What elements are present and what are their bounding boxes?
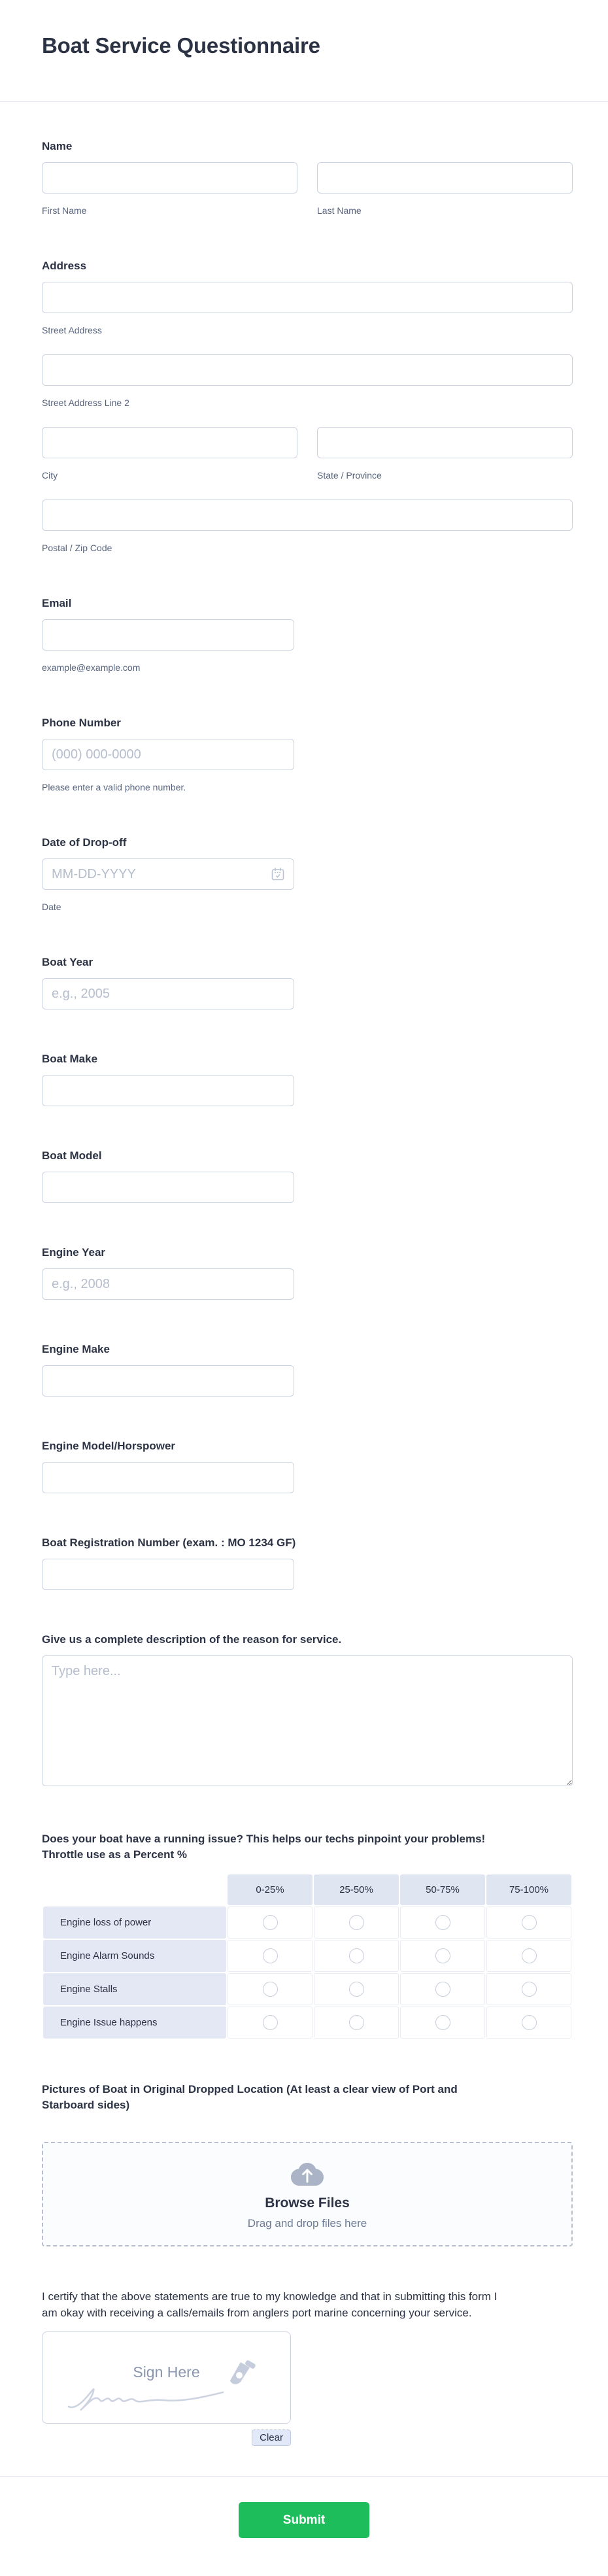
radio-issue-75-100[interactable] — [522, 2015, 537, 2030]
matrix-row-issue-happens — [43, 2007, 571, 2039]
city-sublabel: City — [42, 470, 58, 481]
submit-row — [0, 2477, 608, 2573]
dropoff-date-input[interactable] — [42, 858, 294, 890]
question-signature — [42, 2288, 573, 2446]
radio-loss-50-75[interactable] — [435, 1915, 450, 1930]
question-address — [42, 258, 573, 554]
state-sublabel: State / Province — [317, 470, 382, 481]
question-pictures — [42, 2082, 573, 2246]
engine-model-input[interactable] — [42, 1462, 294, 1493]
address-label: Address — [42, 260, 87, 272]
radio-alarm-0-25[interactable] — [263, 1948, 278, 1963]
form-title: Boat Service Questionnaire — [42, 33, 320, 58]
matrix-row-label: Engine loss of power — [43, 1907, 226, 1939]
radio-alarm-50-75[interactable] — [435, 1948, 450, 1963]
street-address2-sublabel: Street Address Line 2 — [42, 398, 129, 408]
question-engine-model — [42, 1438, 573, 1493]
description-label: Give us a complete description of the reason for service. — [42, 1633, 342, 1646]
radio-issue-25-50[interactable] — [349, 2015, 364, 2030]
running-issue-label: Does your boat have a running issue? This helps our techs pinpoint your problems! Throttle use as a Percent % — [42, 1833, 486, 1861]
signature-pad[interactable] — [42, 2331, 291, 2424]
drag-drop-label: Drag and drop files here — [247, 2217, 367, 2229]
question-running-issue — [42, 1831, 573, 2040]
matrix-row-stalls — [43, 1973, 571, 2005]
registration-label: Boat Registration Number (exam. : MO 1234 GF) — [42, 1536, 296, 1549]
postal-input[interactable] — [42, 500, 573, 531]
question-email — [42, 596, 573, 673]
throttle-matrix-table — [42, 1873, 573, 2040]
street-address-input[interactable] — [42, 282, 573, 313]
radio-loss-0-25[interactable] — [263, 1915, 278, 1930]
question-phone — [42, 715, 573, 793]
matrix-corner-cell — [43, 1874, 226, 1905]
email-label: Email — [42, 597, 72, 609]
radio-alarm-25-50[interactable] — [349, 1948, 364, 1963]
file-upload-dropzone[interactable] — [42, 2142, 573, 2246]
header-divider — [0, 101, 608, 102]
browse-files-label[interactable]: Browse Files — [265, 2195, 350, 2211]
boat-make-label: Boat Make — [42, 1053, 98, 1065]
phone-label: Phone Number — [42, 717, 121, 729]
city-input[interactable] — [42, 427, 297, 458]
dropoff-sublabel: Date — [42, 902, 61, 912]
pictures-label: Pictures of Boat in Original Dropped Location (At least a clear view of Port and Starboard sides) — [42, 2083, 458, 2111]
radio-stalls-0-25[interactable] — [263, 1982, 278, 1997]
radio-stalls-25-50[interactable] — [349, 1982, 364, 1997]
matrix-row-label: Engine Stalls — [43, 1973, 226, 2005]
boat-model-input[interactable] — [42, 1172, 294, 1203]
email-sublabel: example@example.com — [42, 662, 141, 673]
radio-loss-25-50[interactable] — [349, 1915, 364, 1930]
boat-model-label: Boat Model — [42, 1149, 102, 1162]
boat-make-input[interactable] — [42, 1075, 294, 1106]
question-boat-make — [42, 1051, 573, 1106]
dropoff-label: Date of Drop-off — [42, 836, 127, 849]
engine-model-label: Engine Model/Horspower — [42, 1440, 176, 1452]
engine-year-input[interactable] — [42, 1268, 294, 1300]
question-engine-make — [42, 1342, 573, 1397]
matrix-col-0-25: 0-25% — [228, 1874, 312, 1905]
last-name-input[interactable] — [317, 162, 573, 194]
form-header — [0, 0, 608, 59]
radio-loss-75-100[interactable] — [522, 1915, 537, 1930]
upload-cloud-icon — [291, 2163, 324, 2188]
boat-year-input[interactable] — [42, 978, 294, 1009]
description-textarea[interactable] — [42, 1655, 573, 1786]
signature-clear-button[interactable]: Clear — [252, 2430, 291, 2446]
question-description — [42, 1632, 573, 1789]
boat-year-label: Boat Year — [42, 956, 93, 968]
matrix-row-loss-of-power — [43, 1907, 571, 1939]
email-input[interactable] — [42, 619, 294, 651]
question-dropoff-date — [42, 835, 573, 913]
radio-issue-0-25[interactable] — [263, 2015, 278, 2030]
engine-year-label: Engine Year — [42, 1246, 106, 1259]
question-boat-model — [42, 1148, 573, 1203]
matrix-row-label: Engine Issue happens — [43, 2007, 226, 2039]
registration-input[interactable] — [42, 1559, 294, 1590]
radio-issue-50-75[interactable] — [435, 2015, 450, 2030]
matrix-row-alarm-sounds — [43, 1940, 571, 1972]
radio-stalls-50-75[interactable] — [435, 1982, 450, 1997]
form-body — [0, 139, 608, 2446]
signature-squiggle — [66, 2375, 229, 2412]
name-label: Name — [42, 140, 73, 152]
matrix-col-25-50: 25-50% — [314, 1874, 399, 1905]
matrix-col-75-100: 75-100% — [486, 1874, 571, 1905]
street-address-sublabel: Street Address — [42, 325, 102, 335]
first-name-input[interactable] — [42, 162, 297, 194]
matrix-col-50-75: 50-75% — [400, 1874, 485, 1905]
postal-sublabel: Postal / Zip Code — [42, 543, 112, 553]
question-engine-year — [42, 1245, 573, 1300]
engine-make-input[interactable] — [42, 1365, 294, 1397]
radio-stalls-75-100[interactable] — [522, 1982, 537, 1997]
state-input[interactable] — [317, 427, 573, 458]
question-registration — [42, 1535, 573, 1590]
radio-alarm-75-100[interactable] — [522, 1948, 537, 1963]
last-name-sublabel: Last Name — [317, 205, 362, 216]
first-name-sublabel: First Name — [42, 205, 87, 216]
question-name — [42, 139, 573, 216]
engine-make-label: Engine Make — [42, 1343, 110, 1355]
certify-label: I certify that the above statements are true to my knowledge and that in submitting this form I am okay with receiving a calls/emails from anglers port marine concerning your service. — [42, 2290, 498, 2319]
pen-nib-icon — [228, 2358, 258, 2386]
submit-button[interactable]: Submit — [239, 2502, 369, 2538]
question-boat-year — [42, 955, 573, 1009]
phone-input[interactable] — [42, 739, 294, 770]
phone-sublabel: Please enter a valid phone number. — [42, 782, 186, 792]
street-address2-input[interactable] — [42, 354, 573, 386]
sign-here-label: Sign Here — [133, 2364, 200, 2381]
matrix-row-label: Engine Alarm Sounds — [43, 1940, 226, 1972]
